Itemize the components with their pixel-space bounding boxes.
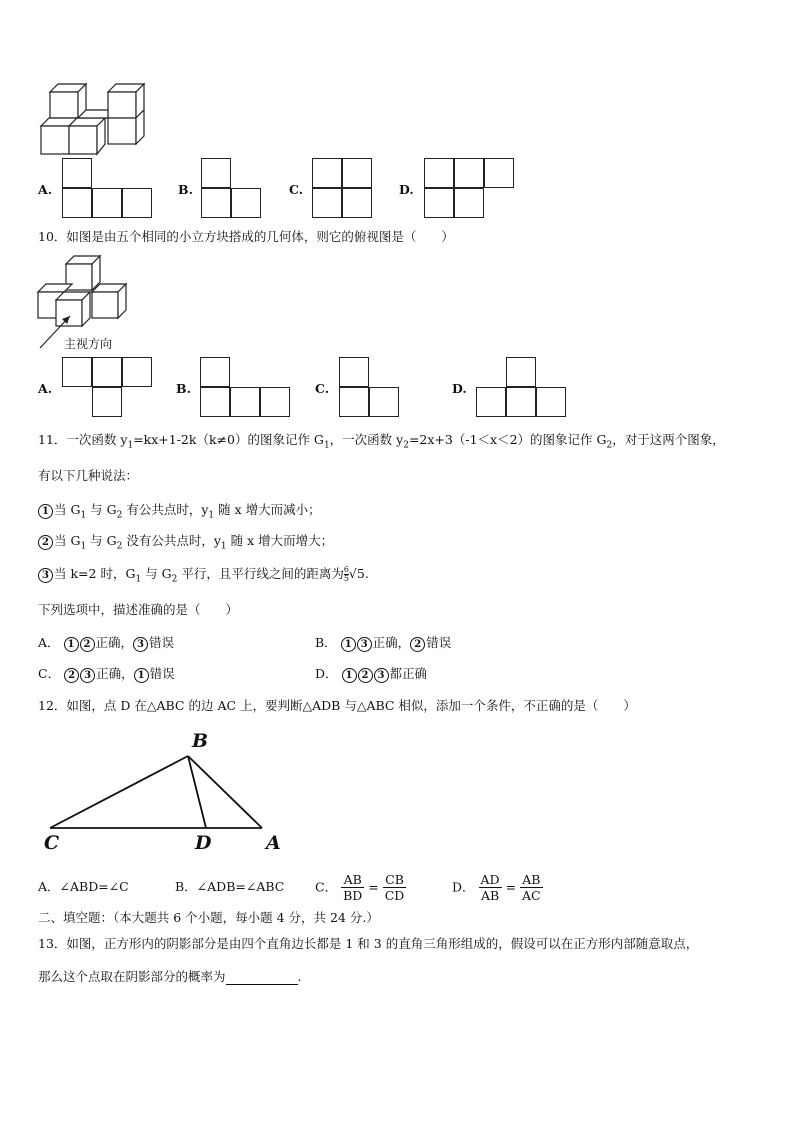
q11-option-b[interactable]: B． 1 3 正确， 2 错误 bbox=[315, 635, 452, 650]
q11-statement-3: 3 当 k=2 时，$G_1$ 与 $G_2$ 平行，且平行线之间的距离为 $\frac{6}{5}$ √5. bbox=[38, 566, 369, 588]
q11-option-a[interactable]: A． 1 2 正确， 3 错误 bbox=[38, 635, 175, 650]
view-direction-label: 主视方向 bbox=[64, 337, 113, 351]
q9-option-c-grid bbox=[312, 158, 374, 220]
q12-option-b[interactable]: B．∠ADB=∠ABC bbox=[175, 879, 285, 894]
q13-line2: 那么这个点取在阴影部分的概率为 . bbox=[38, 969, 302, 984]
q9-option-b-label: B. bbox=[178, 182, 193, 197]
q11-statement-2: 2 当 $G_1$ 与 $G_2$ 没有公共点时，$y_1$ 随 x 增大而增大； bbox=[38, 533, 333, 555]
q10-option-b-grid bbox=[200, 357, 292, 419]
vertex-b-label: B bbox=[192, 730, 209, 752]
q9-option-a-label: A. bbox=[38, 182, 53, 197]
q10-option-d-label: D. bbox=[452, 381, 467, 396]
q11-question: 下列选项中，描述准确的是（ ） bbox=[38, 602, 239, 617]
q12-option-a[interactable]: A．∠ABD=∠C bbox=[38, 879, 129, 894]
q9-option-d-label: D. bbox=[399, 182, 414, 197]
q9-option-d-grid bbox=[424, 158, 516, 220]
q11-statement-1: 1 当 $G_1$ 与 $G_2$ 有公共点时，$y_1$ 随 x 增大而减小； bbox=[38, 502, 321, 524]
answer-blank[interactable] bbox=[226, 972, 298, 985]
q9-option-b-grid bbox=[201, 158, 263, 220]
q10-option-c-grid bbox=[339, 357, 401, 419]
q9-option-c-label: C. bbox=[289, 182, 304, 197]
q10-option-d-grid bbox=[476, 357, 568, 419]
q11-option-d[interactable]: D． 1 2 3 都正确 bbox=[315, 666, 428, 681]
section-2-heading: 二、填空题：（本大题共 6 个小题，每小题 4 分，共 24 分.） bbox=[38, 910, 379, 925]
vertex-d-label: D bbox=[195, 832, 212, 854]
q10-stem: 10．如图是由五个相同的小立方块搭成的几何体，则它的俯视图是（ ） bbox=[38, 229, 454, 244]
q12-stem: 12．如图，点 D 在△ABC 的边 AC 上，要判断△ADB 与△ABC 相似，添加一个条件，不正确的是（ ） bbox=[38, 698, 636, 713]
q10-option-a-grid bbox=[62, 357, 154, 419]
q12-option-c[interactable]: C． $\frac{AB}{BD}$ = $\frac{CB}{CD}$ bbox=[315, 872, 405, 903]
vertex-a-label: A bbox=[266, 832, 281, 854]
q10-option-a-label: A. bbox=[38, 381, 53, 396]
q11-stem: 11．一次函数 $y_1=kx+1-2k(k\ne 0)$的图象记作 $G_1$，一次函数 $y_2=2x+3(-1<x<2)$的图象记作 $G_2$，对于这两个图象， bbox=[38, 432, 725, 451]
q13-line1: 13．如图，正方形内的阴影部分是由四个直角边长都是 1 和 3 的直角三角形组成的，假设可以在正方形内部随意取点， bbox=[38, 936, 699, 951]
q10-option-c-label: C. bbox=[315, 381, 330, 396]
q11-option-c[interactable]: C． 2 3 正确， 1 错误 bbox=[38, 666, 175, 681]
q9-option-a-grid bbox=[62, 158, 154, 220]
q12-option-d[interactable]: D． $\frac{AD}{AB}$ = $\frac{AB}{AC}$ bbox=[452, 872, 541, 903]
q10-option-b-label: B. bbox=[176, 381, 191, 396]
q11-line2: 有以下几种说法： bbox=[38, 468, 139, 483]
q9-cube-figure bbox=[38, 78, 158, 158]
vertex-c-label: C bbox=[44, 832, 60, 854]
q12-triangle-figure bbox=[40, 728, 300, 858]
